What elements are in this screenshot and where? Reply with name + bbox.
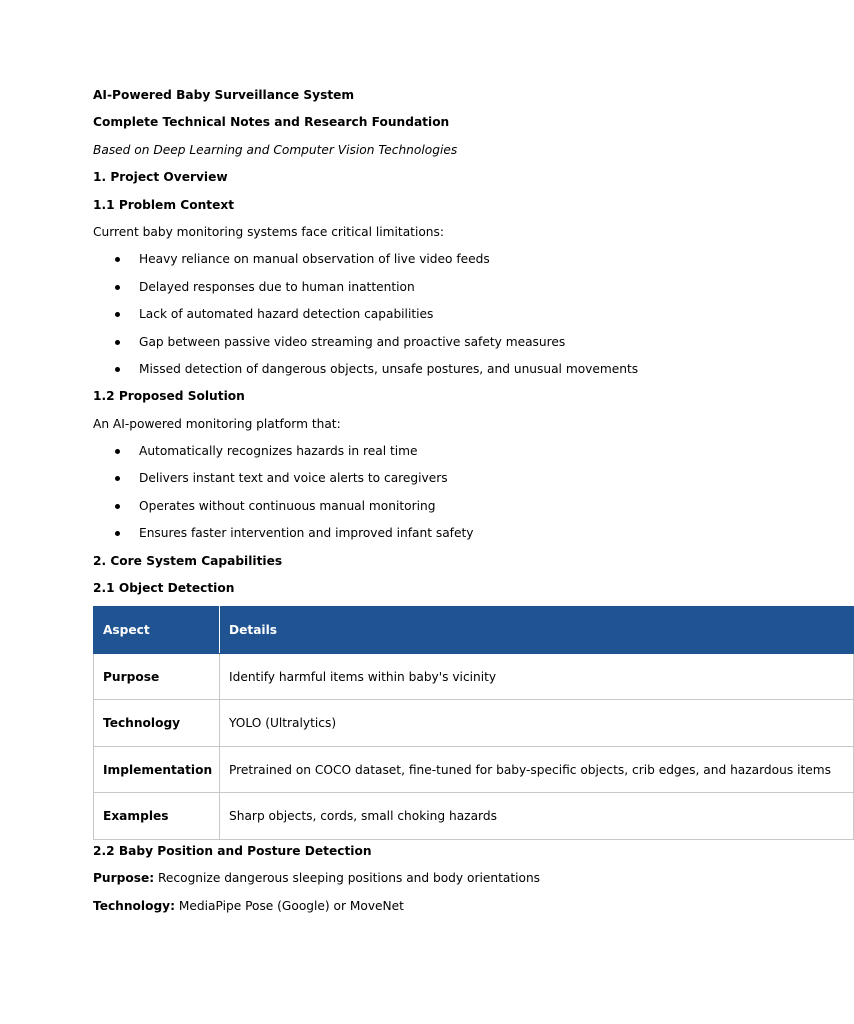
section-2-2-purpose xyxy=(93,867,768,894)
bullet-icon xyxy=(115,476,120,481)
document-page xyxy=(93,84,831,922)
bullet-icon xyxy=(115,449,120,454)
list-item: Delivers instant text and voice alerts to caregivers xyxy=(93,467,768,494)
section-2-1-heading: 2.1 Object Detection xyxy=(93,581,235,596)
list-item: Gap between passive video streaming and proactive safety measures xyxy=(93,331,768,358)
purpose-label: Purpose: xyxy=(93,871,155,886)
table-row xyxy=(94,700,854,747)
section-1-1-intro: Current baby monitoring systems face critical limitations: xyxy=(93,224,444,239)
list-item: Operates without continuous manual monitoring xyxy=(93,495,768,522)
bullet-icon xyxy=(115,312,120,317)
document-subtitle: Complete Technical Notes and Research Foundation xyxy=(93,115,450,130)
bullet-icon xyxy=(115,367,120,372)
object-detection-table-wrapper xyxy=(93,606,831,840)
table-cell-aspect: Examples xyxy=(94,793,220,840)
list-item: Heavy reliance on manual observation of live video feeds xyxy=(93,248,768,275)
section-1-1-heading: 1.1 Problem Context xyxy=(93,197,235,212)
table-cell-aspect: Purpose xyxy=(94,653,220,700)
table-row xyxy=(94,746,854,793)
list-item: Missed detection of dangerous objects, unsafe postures, and unusual movements xyxy=(93,358,768,385)
table-cell-aspect: Technology xyxy=(94,700,220,747)
section-2-heading: 2. Core System Capabilities xyxy=(93,553,283,568)
bullet-icon xyxy=(115,531,120,536)
section-1-2-intro: An AI-powered monitoring platform that: xyxy=(93,416,341,431)
section-1-heading: 1. Project Overview xyxy=(93,170,228,185)
object-detection-table xyxy=(93,606,854,840)
technology-label: Technology: xyxy=(93,898,176,913)
bullet-icon xyxy=(115,504,120,509)
list-item: Lack of automated hazard detection capabilities xyxy=(93,303,768,330)
section-2-2-technology xyxy=(93,895,768,922)
bullet-icon xyxy=(115,257,120,262)
list-item: Delayed responses due to human inattention xyxy=(93,276,768,303)
table-row xyxy=(94,653,854,700)
table-cell-details: Pretrained on COCO dataset, fine-tuned for baby-specific objects, crib edges, and hazardous items xyxy=(220,746,854,793)
purpose-text: Recognize dangerous sleeping positions and body orientations xyxy=(154,871,541,886)
table-cell-details: YOLO (Ultralytics) xyxy=(220,700,854,747)
table-header-cell: Aspect xyxy=(94,607,220,654)
bullet-icon xyxy=(115,285,120,290)
list-item: Ensures faster intervention and improved infant safety xyxy=(93,522,768,549)
table-cell-aspect: Implementation xyxy=(94,746,220,793)
document-title: AI-Powered Baby Surveillance System xyxy=(93,88,355,102)
table-header-cell: Details xyxy=(220,607,854,654)
technology-text: MediaPipe Pose (Google) or MoveNet xyxy=(175,898,404,913)
list-item: Automatically recognizes hazards in real time xyxy=(93,440,768,467)
solution-bullet-list xyxy=(93,440,768,550)
table-row xyxy=(94,793,854,840)
document-tagline: Based on Deep Learning and Computer Vision Technologies xyxy=(93,142,458,157)
section-1-2-heading: 1.2 Proposed Solution xyxy=(93,389,245,404)
problem-bullet-list xyxy=(93,248,768,385)
section-2-2-heading: 2.2 Baby Position and Posture Detection xyxy=(93,843,372,858)
table-cell-details: Identify harmful items within baby's vicinity xyxy=(220,653,854,700)
table-header-row xyxy=(94,607,854,654)
bullet-icon xyxy=(115,340,120,345)
table-cell-details: Sharp objects, cords, small choking hazards xyxy=(220,793,854,840)
